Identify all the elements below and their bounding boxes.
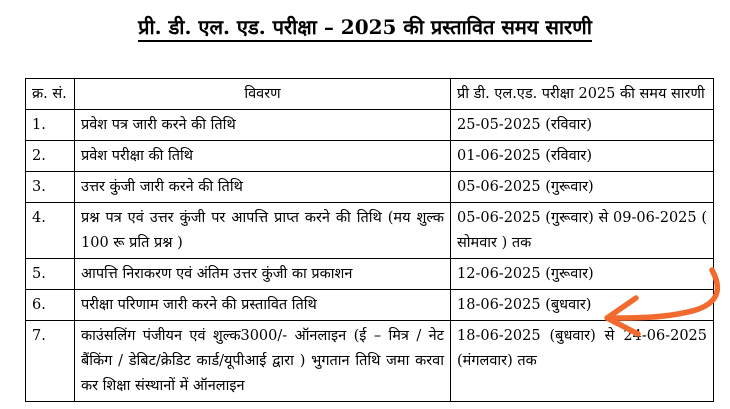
row-date: 18-06-2025 (बुधवार) से 24-06-2025 (मंगलवार) तक bbox=[451, 321, 714, 402]
row-sn: 1. bbox=[26, 110, 75, 141]
row-description: प्रवेश परीक्षा की तिथि bbox=[75, 141, 451, 172]
row-sn: 5. bbox=[26, 259, 75, 290]
table-row bbox=[26, 321, 714, 402]
row-sn: 3. bbox=[26, 172, 75, 203]
row-date: 05-06-2025 (गुरूवार) bbox=[451, 172, 714, 203]
row-date: 12-06-2025 (गुरूवार) bbox=[451, 259, 714, 290]
header-description: विवरण bbox=[75, 79, 451, 110]
page-title bbox=[0, 14, 730, 40]
header-sn: क्र. सं. bbox=[26, 79, 75, 110]
row-date: 01-06-2025 (रविवार) bbox=[451, 141, 714, 172]
table-row bbox=[26, 259, 714, 290]
row-description: प्रश्न पत्र एवं उत्तर कुंजी पर आपत्ति प्राप्त करने की तिथि (मय शुल्क 100 रू प्रति प्रश्न ) bbox=[75, 203, 451, 259]
table-row bbox=[26, 203, 714, 259]
row-sn: 4. bbox=[26, 203, 75, 259]
row-sn: 2. bbox=[26, 141, 75, 172]
row-description: आपत्ति निराकरण एवं अंतिम उत्तर कुंजी का प्रकाशन bbox=[75, 259, 451, 290]
table-header-row bbox=[26, 79, 714, 110]
table-row bbox=[26, 110, 714, 141]
row-date: 18-06-2025 (बुधवार) bbox=[451, 290, 714, 321]
table-row-highlighted bbox=[26, 290, 714, 321]
header-date: प्री डी. एल.एड. परीक्षा 2025 की समय सारणी bbox=[451, 79, 714, 110]
row-description: काउंसलिंग पंजीयन एवं शुल्क3000/- ऑनलाइन (ई – मित्र / नेट बैंकिंग / डेबिट/क्रेडिट कार्ड/यूपीआई द्वारा ) भुगतान तिथि जमा करवा कर शिक्षा संस्थानों में ऑनलाइन bbox=[75, 321, 451, 402]
row-date: 05-06-2025 (गुरूवार) से 09-06-2025 ( सोमवार ) तक bbox=[451, 203, 714, 259]
table-row bbox=[26, 141, 714, 172]
row-description: उत्तर कुंजी जारी करने की तिथि bbox=[75, 172, 451, 203]
row-description: परीक्षा परिणाम जारी करने की प्रस्तावित तिथि bbox=[75, 290, 451, 321]
table-row bbox=[26, 172, 714, 203]
row-description: प्रवेश पत्र जारी करने की तिथि bbox=[75, 110, 451, 141]
page-title-text: प्री. डी. एल. एड. परीक्षा – 2025 की प्रस्तावित समय सारणी bbox=[138, 15, 592, 42]
row-date: 25-05-2025 (रविवार) bbox=[451, 110, 714, 141]
schedule-table bbox=[25, 78, 714, 402]
row-sn: 6. bbox=[26, 290, 75, 321]
row-sn: 7. bbox=[26, 321, 75, 402]
